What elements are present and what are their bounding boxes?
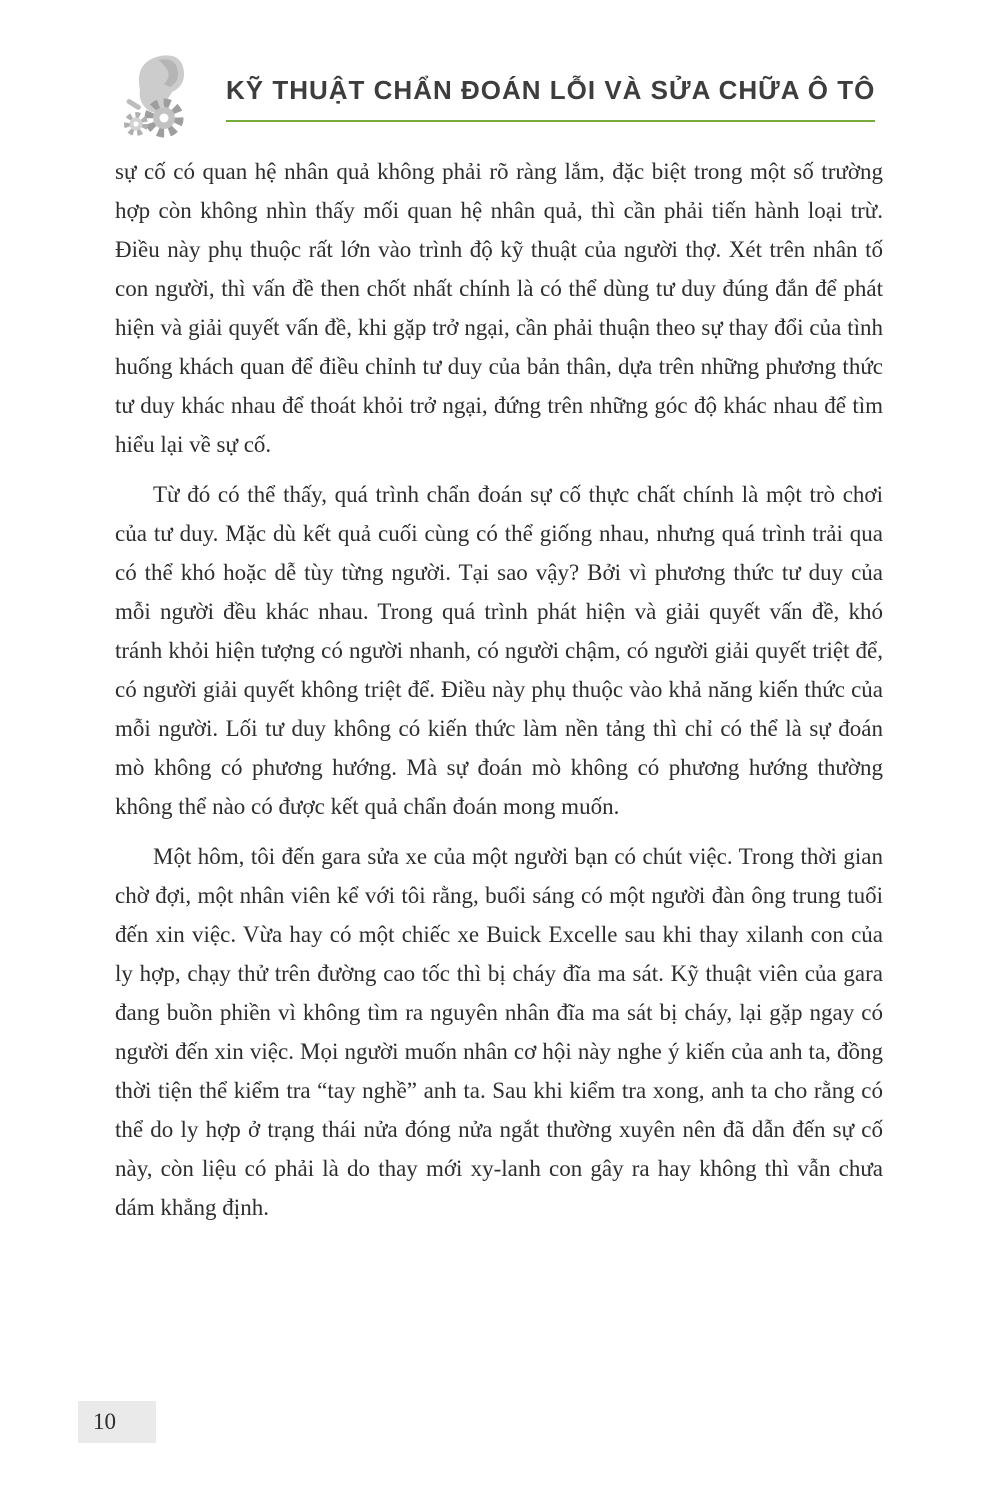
book-title: KỸ THUẬT CHẨN ĐOÁN LỖI VÀ SỬA CHỮA Ô TÔ xyxy=(226,75,875,122)
mechanic-gears-icon xyxy=(118,46,198,142)
paragraph-2: Từ đó có thể thấy, quá trình chẩn đoán sự cố thực chất chính là một trò chơi của tư duy. Mặc dù kết quả cuối cùng có thể giống nhau, nhưng quá trình trải qua có thể khó hoặc dễ tùy từng người. Tại sao vậy? Bởi vì phương thức tư duy của mỗi người đều khác nhau. Trong quá trình phát hiện và giải quyết vấn đề, khó tránh khỏi hiện tượng có người nhanh, có người chậm, có người giải quyết triệt để, có người giải quyết không triệt để. Điều này phụ thuộc vào khả năng kiến thức của mỗi người. Lối tư duy không có kiến thức làm nền tảng thì chỉ có thể là sự đoán mò không có phương hướng. Mà sự đoán mò không có phương hướng thường không thể nào có được kết quả chẩn đoán mong muốn. xyxy=(115,482,883,819)
page-number: 10 xyxy=(78,1401,156,1443)
paragraph-1: sự cố có quan hệ nhân quả không phải rõ ràng lắm, đặc biệt trong một số trường hợp còn không nhìn thấy mối quan hệ nhân quả, thì cần phải tiến hành loại trừ. Điều này phụ thuộc rất lớn vào trình độ kỹ thuật của người thợ. Xét trên nhân tố con người, thì vấn đề then chốt nhất chính là có thể dùng tư duy đúng đắn để phát hiện và giải quyết vấn đề, khi gặp trở ngại, cần phải thuận theo sự thay đổi của tình huống khách quan để điều chỉnh tư duy của bản thân, dựa trên những phương thức tư duy khác nhau để thoát khỏi trở ngại, đứng trên những góc độ khác nhau để tìm hiểu lại về sự cố. xyxy=(115,159,883,457)
chapter-header xyxy=(118,40,890,136)
paragraph-3: Một hôm, tôi đến gara sửa xe của một người bạn có chút việc. Trong thời gian chờ đợi, một nhân viên kể với tôi rằng, buổi sáng có một người đàn ông trung tuổi đến xin việc. Vừa hay có một chiếc xe Buick Excelle sau khi thay xilanh con của ly hợp, chạy thử trên đường cao tốc thì bị cháy đĩa ma sát. Kỹ thuật viên của gara đang buồn phiền vì không tìm ra nguyên nhân đĩa ma sát bị cháy, lại gặp ngay có người đến xin việc. Mọi người muốn nhân cơ hội này nghe ý kiến của anh ta, đồng thời tiện thể kiểm tra “tay nghề” anh ta. Sau khi kiểm tra xong, anh ta cho rằng có thể do ly hợp ở trạng thái nửa đóng nửa ngắt thường xuyên nên đã dẫn đến sự cố này, còn liệu có phải là do thay mới xy-lanh con gây ra hay không thì vẫn chưa dám khẳng định. xyxy=(115,844,883,1220)
page-body xyxy=(115,152,883,1238)
